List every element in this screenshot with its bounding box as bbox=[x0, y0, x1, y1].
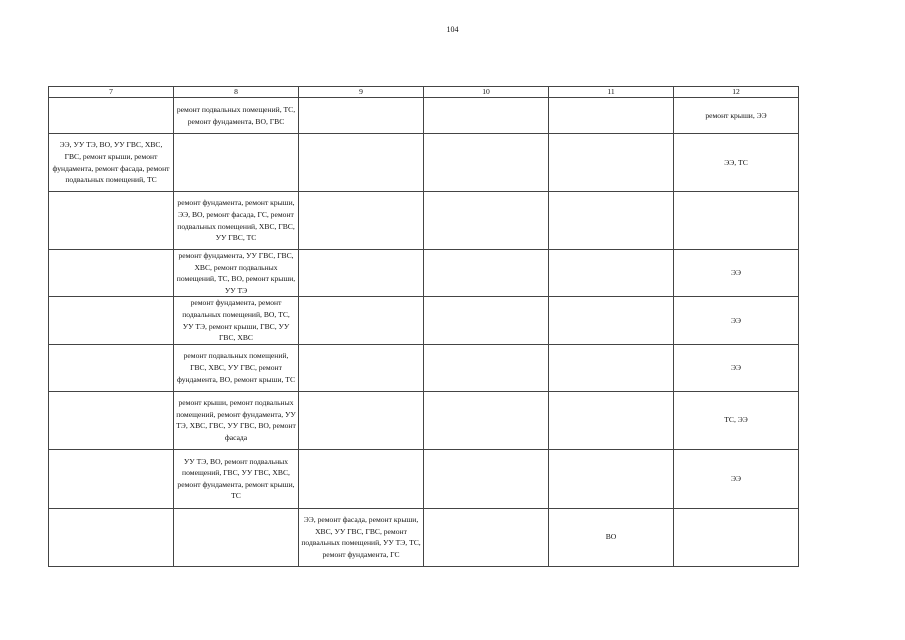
table-cell bbox=[49, 508, 174, 566]
table-cell bbox=[674, 508, 799, 566]
table-row bbox=[49, 449, 799, 508]
table-cell bbox=[49, 250, 174, 297]
table-cell bbox=[299, 98, 424, 134]
table-cell bbox=[549, 250, 674, 297]
table-cell bbox=[174, 508, 299, 566]
table-cell: ЭЭ, УУ ТЭ, ВО, УУ ГВС, ХВС, ГВС, ремонт крыши, ремонт фундамента, ремонт фасада, ремонт подвальных помещений, ТС bbox=[49, 134, 174, 192]
table-cell: УУ ТЭ, ВО, ремонт подвальных помещений, ГВС, УУ ГВС, ХВС, ремонт фундамента, ремонт крыши, ТС bbox=[174, 449, 299, 508]
table-cell: ЭЭ, ремонт фасада, ремонт крыши, ХВС, УУ ГВС, ГВС, ремонт подвальных помещений, УУ ТЭ, ТС, ремонт фундамента, ГС bbox=[299, 508, 424, 566]
table-row bbox=[49, 250, 799, 297]
table-cell bbox=[174, 134, 299, 192]
table-cell bbox=[549, 344, 674, 391]
table-cell: ремонт подвальных помещений, ТС, ремонт фундамента, ВО, ГВС bbox=[174, 98, 299, 134]
table-cell bbox=[549, 134, 674, 192]
table-cell bbox=[299, 250, 424, 297]
column-header-9: 9 bbox=[299, 87, 424, 98]
table-cell bbox=[299, 449, 424, 508]
table-cell: ЭЭ bbox=[674, 344, 799, 391]
table-cell bbox=[424, 449, 549, 508]
header-row bbox=[49, 87, 799, 98]
page-number: 104 bbox=[446, 25, 459, 34]
table-cell: ЭЭ bbox=[674, 250, 799, 297]
column-header-7: 7 bbox=[49, 87, 174, 98]
table-cell bbox=[549, 192, 674, 250]
table-cell bbox=[424, 297, 549, 344]
table-cell bbox=[549, 391, 674, 449]
table-cell bbox=[299, 297, 424, 344]
table-row bbox=[49, 391, 799, 449]
table-cell bbox=[424, 192, 549, 250]
table-cell bbox=[49, 297, 174, 344]
table-cell bbox=[299, 391, 424, 449]
table-cell bbox=[299, 134, 424, 192]
table-cell bbox=[299, 192, 424, 250]
column-header-10: 10 bbox=[424, 87, 549, 98]
table-cell: ВО bbox=[549, 508, 674, 566]
table-cell bbox=[424, 98, 549, 134]
table-cell bbox=[549, 297, 674, 344]
table-cell bbox=[49, 98, 174, 134]
table-cell bbox=[424, 134, 549, 192]
table-cell bbox=[49, 449, 174, 508]
table-cell bbox=[424, 391, 549, 449]
table-row bbox=[49, 297, 799, 344]
table-row bbox=[49, 344, 799, 391]
table-cell bbox=[549, 449, 674, 508]
table-cell: ТС, ЭЭ bbox=[674, 391, 799, 449]
table-row bbox=[49, 134, 799, 192]
table-row bbox=[49, 508, 799, 566]
table-cell: ремонт фундамента, УУ ГВС, ГВС, ХВС, ремонт подвальных помещений, ТС, ВО, ремонт крыши, УУ ТЭ bbox=[174, 250, 299, 297]
table-cell: ремонт крыши, ремонт подвальных помещений, ремонт фундамента, УУ ТЭ, ХВС, ГВС, УУ ГВС, ВО, ремонт фасада bbox=[174, 391, 299, 449]
table-cell bbox=[424, 344, 549, 391]
table-cell bbox=[49, 344, 174, 391]
table-cell: ремонт фундамента, ремонт подвальных помещений, ВО, ТС, УУ ТЭ, ремонт крыши, ГВС, УУ ГВС, ХВС bbox=[174, 297, 299, 344]
column-header-8: 8 bbox=[174, 87, 299, 98]
table-cell: ЭЭ, ТС bbox=[674, 134, 799, 192]
table-row bbox=[49, 98, 799, 134]
table-cell bbox=[299, 344, 424, 391]
table-cell bbox=[424, 508, 549, 566]
table-cell bbox=[49, 192, 174, 250]
column-header-12: 12 bbox=[674, 87, 799, 98]
table-cell bbox=[674, 192, 799, 250]
table-cell: ЭЭ bbox=[674, 449, 799, 508]
table-cell: ремонт крыши, ЭЭ bbox=[674, 98, 799, 134]
table-cell bbox=[424, 250, 549, 297]
table-row bbox=[49, 192, 799, 250]
table-cell bbox=[49, 391, 174, 449]
table-cell: ремонт фундамента, ремонт крыши, ЭЭ, ВО, ремонт фасада, ГС, ремонт подвальных помещений, ХВС, ГВС, УУ ГВС, ТС bbox=[174, 192, 299, 250]
table-cell: ремонт подвальных помещений, ГВС, ХВС, УУ ГВС, ремонт фундамента, ВО, ремонт крыши, ТС bbox=[174, 344, 299, 391]
table-cell: ЭЭ bbox=[674, 297, 799, 344]
table-cell bbox=[549, 98, 674, 134]
data-table bbox=[48, 86, 799, 567]
column-header-11: 11 bbox=[549, 87, 674, 98]
